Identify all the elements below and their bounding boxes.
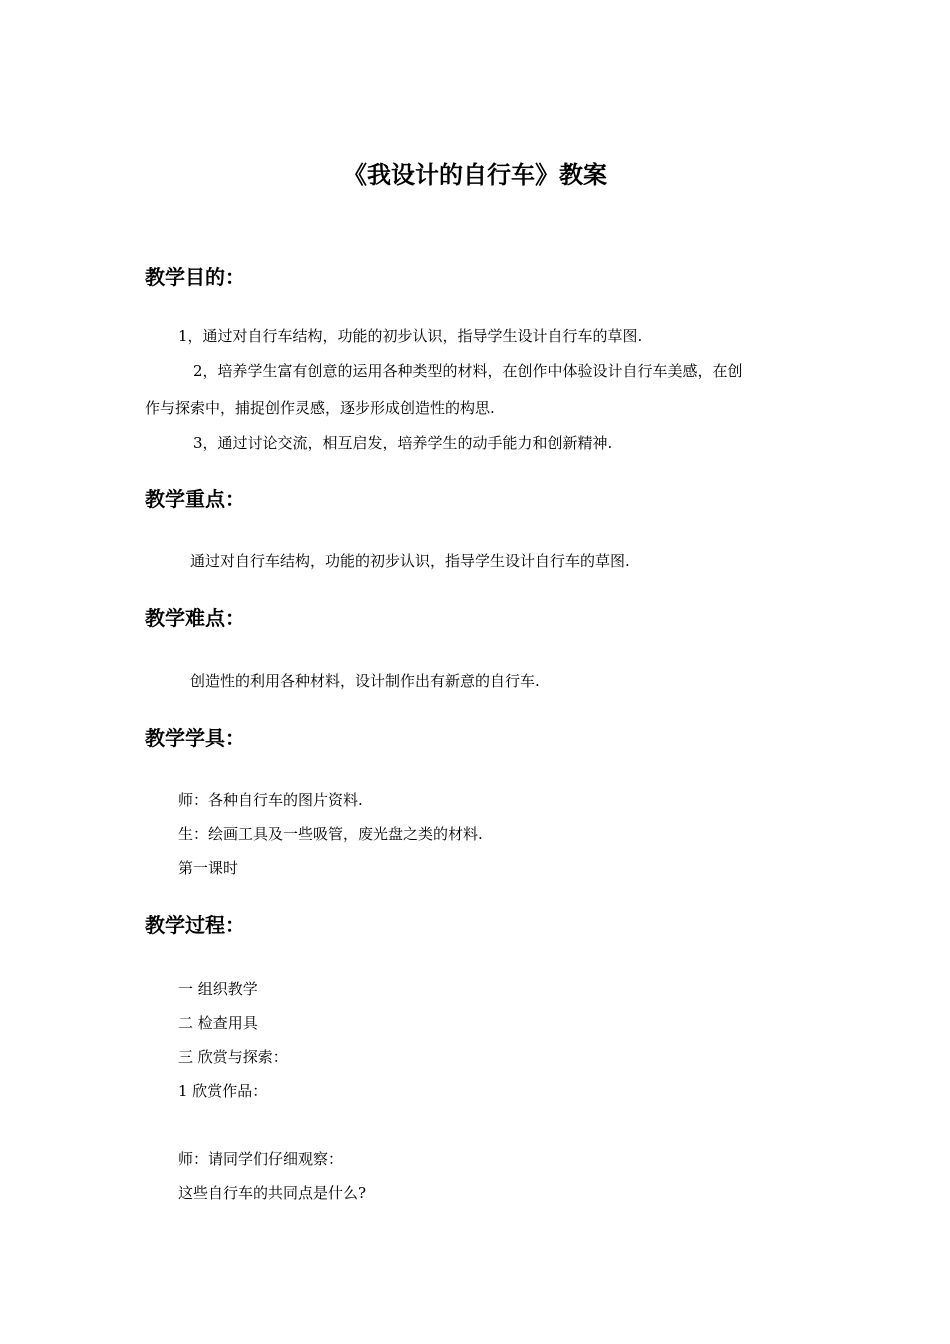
- process-question: 这些自行车的共同点是什么?: [178, 1184, 367, 1202]
- key-points-text: 通过对自行车结构，功能的初步认识，指导学生设计自行车的草图.: [190, 552, 630, 570]
- process-substep-1: 1 欣赏作品：: [178, 1082, 268, 1100]
- lesson-period-label: 第一课时: [178, 859, 239, 877]
- process-teacher-prompt: 师：请同学们仔细观察：: [178, 1150, 344, 1168]
- tools-heading: 教学学具：: [145, 726, 245, 750]
- document-title: 《我设计的自行车》教案: [343, 161, 607, 189]
- objectives-heading: 教学目的：: [145, 265, 245, 289]
- objective-item-2: 2，培养学生富有创意的运用各种类型的材料，在创作中体验设计自行车美感，在创: [193, 362, 743, 380]
- process-step-3: 三 欣赏与探索：: [178, 1048, 288, 1066]
- objective-item-3: 3，通过讨论交流，相互启发，培养学生的动手能力和创新精神.: [193, 434, 613, 452]
- difficulties-text: 创造性的利用各种材料，设计制作出有新意的自行车.: [190, 672, 540, 690]
- process-step-2: 二 检查用具: [178, 1014, 258, 1032]
- tools-item-teacher: 师：各种自行车的图片资料.: [178, 791, 363, 809]
- tools-item-student: 生：绘画工具及一些吸管，废光盘之类的材料.: [178, 825, 483, 843]
- objective-item-1: 1，通过对自行车结构，功能的初步认识，指导学生设计自行车的草图.: [178, 327, 643, 345]
- difficulties-heading: 教学难点：: [145, 606, 245, 630]
- process-step-1: 一 组织教学: [178, 980, 258, 998]
- key-points-heading: 教学重点：: [145, 487, 245, 511]
- objective-item-2-continued: 作与探索中，捕捉创作灵感，逐步形成创造性的构思.: [145, 399, 495, 417]
- process-heading: 教学过程：: [145, 913, 245, 937]
